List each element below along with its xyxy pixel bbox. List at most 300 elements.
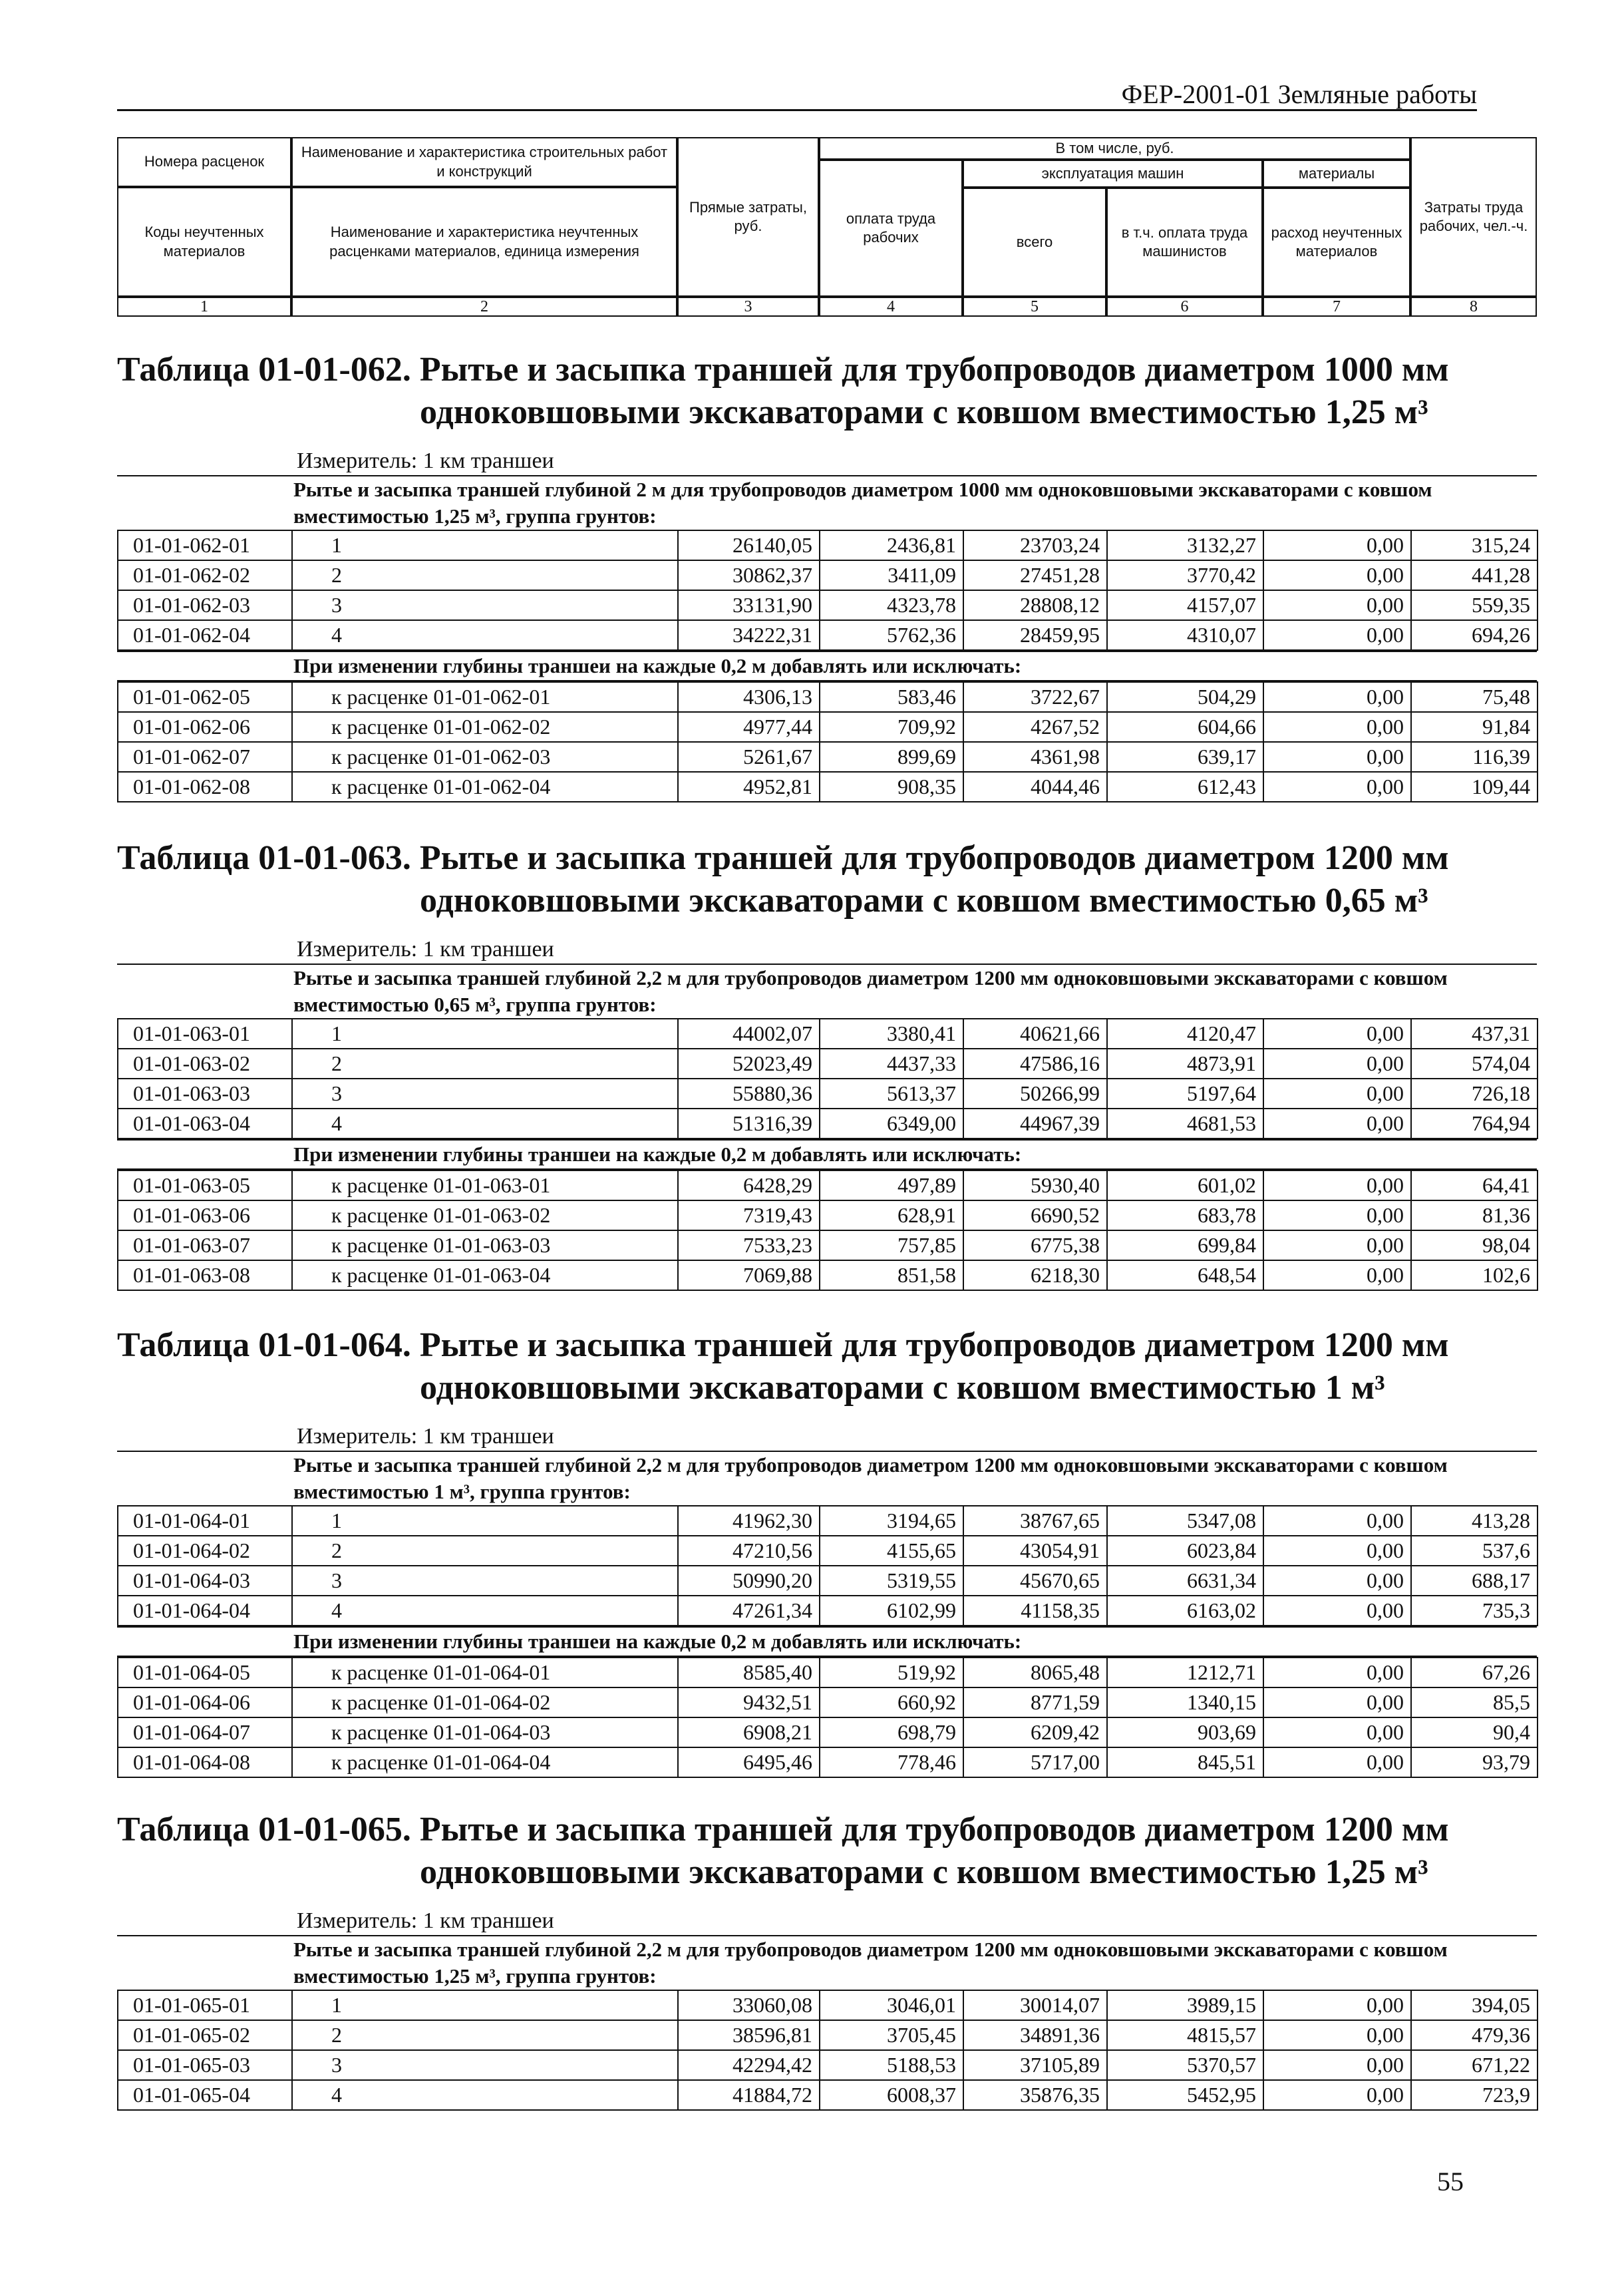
operator-pay-cell: 648,54 <box>1107 1260 1263 1290</box>
table-row <box>118 1687 1538 1717</box>
rate-code-cell: 01-01-063-04 <box>118 1109 292 1139</box>
table-row <box>118 1230 1538 1260</box>
operator-pay-cell: 4873,91 <box>1107 1049 1263 1079</box>
rate-name-cell: 3 <box>292 590 678 620</box>
rate-name-cell: 3 <box>292 2050 678 2080</box>
worker-pay-cell: 851,58 <box>820 1260 963 1290</box>
table-row <box>118 712 1538 742</box>
direct-costs-cell: 50990,20 <box>678 1566 820 1596</box>
rate-code-cell: 01-01-063-02 <box>118 1049 292 1079</box>
machines-total-cell: 47586,16 <box>963 1049 1107 1079</box>
rate-code-cell: 01-01-063-08 <box>118 1260 292 1290</box>
rate-name-cell: 1 <box>292 1019 678 1049</box>
rate-name-cell: к расценке 01-01-064-04 <box>292 1747 678 1777</box>
rate-code-cell: 01-01-063-03 <box>118 1079 292 1109</box>
rates-table-depth <box>117 1170 1538 1291</box>
labor-hours-cell: 537,6 <box>1411 1536 1538 1566</box>
direct-costs-cell: 41884,72 <box>678 2080 820 2110</box>
group-title: Рытье и засыпка траншей глубиной 2,2 м для трубопроводов диаметром 1200 мм одноковшовыми экскаваторами с ковшом вместимостью 0,65 м³, группа грунтов: <box>293 966 1448 1016</box>
table-row <box>118 682 1538 712</box>
section-meter: Измеритель: 1 км траншеи <box>117 936 1537 965</box>
header-col-number: 3 <box>677 297 819 317</box>
materials-consumption-cell: 0,00 <box>1263 1536 1411 1566</box>
materials-consumption-cell: 0,00 <box>1263 1747 1411 1777</box>
worker-pay-cell: 4437,33 <box>820 1049 963 1079</box>
rate-code-cell: 01-01-062-05 <box>118 682 292 712</box>
worker-pay-cell: 4323,78 <box>820 590 963 620</box>
worker-pay-cell: 3380,41 <box>820 1019 963 1049</box>
table-row <box>118 560 1538 590</box>
table-section-062 <box>117 349 1537 802</box>
rate-code-cell: 01-01-062-04 <box>118 620 292 650</box>
machines-total-cell: 4044,46 <box>963 772 1107 802</box>
header-machine-use: эксплуатация машин <box>963 160 1263 188</box>
group-title: Рытье и засыпка траншей глубиной 2,2 м для трубопроводов диаметром 1200 мм одноковшовыми экскаваторами с ковшом вместимостью 1,25 м³, группа грунтов: <box>293 1938 1448 1988</box>
direct-costs-cell: 47261,34 <box>678 1596 820 1626</box>
section-title: Таблица 01-01-063. Рытье и засыпка траншей для трубопроводов диаметром 1200 мм одноковшовыми экскаваторами с ковшом вместимостью 0,65 м³ <box>117 839 1449 920</box>
section-meter: Измеритель: 1 км траншеи <box>117 447 1537 476</box>
header-col-number: 6 <box>1106 297 1263 317</box>
running-header: ФЕР-2001-01 Земляные работы <box>1121 79 1477 109</box>
materials-consumption-cell: 0,00 <box>1263 620 1411 650</box>
machines-total-cell: 6690,52 <box>963 1200 1107 1230</box>
depth-change-hint: При изменении глубины траншеи на каждые 0,2 м добавлять или исключать: <box>117 1626 1537 1657</box>
header-col-number: 7 <box>1263 297 1410 317</box>
rate-code-cell: 01-01-062-03 <box>118 590 292 620</box>
direct-costs-cell: 7533,23 <box>678 1230 820 1260</box>
machines-total-cell: 37105,89 <box>963 2050 1107 2080</box>
materials-consumption-cell: 0,00 <box>1263 682 1411 712</box>
group-title: Рытье и засыпка траншей глубиной 2 м для трубопроводов диаметром 1000 мм одноковшовыми экскаваторами с ковшом вместимостью 1,25 м³, группа грунтов: <box>293 478 1432 528</box>
rate-code-cell: 01-01-065-03 <box>118 2050 292 2080</box>
header-col-number: 8 <box>1410 297 1537 317</box>
labor-hours-cell: 441,28 <box>1411 560 1538 590</box>
direct-costs-cell: 42294,42 <box>678 2050 820 2080</box>
machines-total-cell: 8771,59 <box>963 1687 1107 1717</box>
table-row <box>118 1506 1538 1536</box>
labor-hours-cell: 394,05 <box>1411 1990 1538 2020</box>
direct-costs-cell: 7069,88 <box>678 1260 820 1290</box>
header-col-number: 2 <box>291 297 677 317</box>
labor-hours-cell: 574,04 <box>1411 1049 1538 1079</box>
rate-name-cell: к расценке 01-01-062-04 <box>292 772 678 802</box>
machines-total-cell: 23703,24 <box>963 530 1107 560</box>
rates-table-group <box>117 1505 1538 1626</box>
direct-costs-cell: 5261,67 <box>678 742 820 772</box>
materials-consumption-cell: 0,00 <box>1263 1260 1411 1290</box>
rate-code-cell: 01-01-063-05 <box>118 1170 292 1200</box>
machines-total-cell: 44967,39 <box>963 1109 1107 1139</box>
rate-name-cell: к расценке 01-01-064-02 <box>292 1687 678 1717</box>
machines-total-cell: 8065,48 <box>963 1658 1107 1687</box>
operator-pay-cell: 4681,53 <box>1107 1109 1263 1139</box>
rate-code-cell: 01-01-062-01 <box>118 530 292 560</box>
direct-costs-cell: 41962,30 <box>678 1506 820 1536</box>
machines-total-cell: 5930,40 <box>963 1170 1107 1200</box>
rate-code-cell: 01-01-065-04 <box>118 2080 292 2110</box>
rate-code-cell: 01-01-064-03 <box>118 1566 292 1596</box>
table-row <box>118 2050 1538 2080</box>
machines-total-cell: 4267,52 <box>963 712 1107 742</box>
depth-change-hint: При изменении глубины траншеи на каждые 0,2 м добавлять или исключать: <box>117 651 1537 681</box>
column-header <box>117 137 1537 317</box>
operator-pay-cell: 4815,57 <box>1107 2020 1263 2050</box>
header-unaccounted-codes: Коды неучтенных материалов <box>117 187 291 297</box>
labor-hours-cell: 735,3 <box>1411 1596 1538 1626</box>
table-section-063 <box>117 837 1537 1291</box>
materials-consumption-cell: 0,00 <box>1263 1596 1411 1626</box>
table-row <box>118 2020 1538 2050</box>
rates-table-group <box>117 1990 1538 2111</box>
rates-table-group <box>117 1018 1538 1139</box>
table-row <box>118 1596 1538 1626</box>
labor-hours-cell: 413,28 <box>1411 1506 1538 1536</box>
header-including: В том числе, руб. <box>819 137 1410 160</box>
machines-total-cell: 41158,35 <box>963 1596 1107 1626</box>
worker-pay-cell: 6008,37 <box>820 2080 963 2110</box>
table-row <box>118 1747 1538 1777</box>
worker-pay-cell: 5188,53 <box>820 2050 963 2080</box>
table-row <box>118 1049 1538 1079</box>
header-col-number: 5 <box>963 297 1106 317</box>
labor-hours-cell: 726,18 <box>1411 1079 1538 1109</box>
materials-consumption-cell: 0,00 <box>1263 712 1411 742</box>
rate-code-cell: 01-01-062-07 <box>118 742 292 772</box>
rate-name-cell: к расценке 01-01-063-03 <box>292 1230 678 1260</box>
direct-costs-cell: 6495,46 <box>678 1747 820 1777</box>
header-unaccounted-name: Наименование и характеристика неучтенных расценками материалов, единица измерения <box>291 187 677 297</box>
labor-hours-cell: 109,44 <box>1411 772 1538 802</box>
materials-consumption-cell: 0,00 <box>1263 742 1411 772</box>
table-row <box>118 772 1538 802</box>
table-section-064 <box>117 1324 1537 1778</box>
materials-consumption-cell: 0,00 <box>1263 590 1411 620</box>
operator-pay-cell: 4157,07 <box>1107 590 1263 620</box>
materials-consumption-cell: 0,00 <box>1263 1049 1411 1079</box>
worker-pay-cell: 5762,36 <box>820 620 963 650</box>
direct-costs-cell: 55880,36 <box>678 1079 820 1109</box>
rate-code-cell: 01-01-064-02 <box>118 1536 292 1566</box>
labor-hours-cell: 559,35 <box>1411 590 1538 620</box>
operator-pay-cell: 4310,07 <box>1107 620 1263 650</box>
rate-name-cell: 3 <box>292 1079 678 1109</box>
materials-consumption-cell: 0,00 <box>1263 1687 1411 1717</box>
worker-pay-cell: 6349,00 <box>820 1109 963 1139</box>
rate-name-cell: 4 <box>292 620 678 650</box>
worker-pay-cell: 628,91 <box>820 1200 963 1230</box>
machines-total-cell: 5717,00 <box>963 1747 1107 1777</box>
table-row <box>118 1717 1538 1747</box>
machines-total-cell: 50266,99 <box>963 1079 1107 1109</box>
rate-name-cell: к расценке 01-01-063-01 <box>292 1170 678 1200</box>
table-row <box>118 2080 1538 2110</box>
operator-pay-cell: 504,29 <box>1107 682 1263 712</box>
operator-pay-cell: 5197,64 <box>1107 1079 1263 1109</box>
operator-pay-cell: 845,51 <box>1107 1747 1263 1777</box>
section-title: Таблица 01-01-062. Рытье и засыпка траншей для трубопроводов диаметром 1000 мм одноковшовыми экскаваторами с ковшом вместимостью 1,25 м³ <box>117 351 1449 431</box>
group-title: Рытье и засыпка траншей глубиной 2,2 м для трубопроводов диаметром 1200 мм одноковшовыми экскаваторами с ковшом вместимостью 1 м³, группа грунтов: <box>293 1453 1448 1503</box>
rate-name-cell: к расценке 01-01-062-03 <box>292 742 678 772</box>
materials-consumption-cell: 0,00 <box>1263 2080 1411 2110</box>
rate-name-cell: 4 <box>292 1596 678 1626</box>
labor-hours-cell: 437,31 <box>1411 1019 1538 1049</box>
worker-pay-cell: 3046,01 <box>820 1990 963 2020</box>
materials-consumption-cell: 0,00 <box>1263 1658 1411 1687</box>
operator-pay-cell: 639,17 <box>1107 742 1263 772</box>
table-row <box>118 620 1538 650</box>
header-labor: Затраты труда рабочих, чел.-ч. <box>1410 137 1537 297</box>
labor-hours-cell: 90,4 <box>1411 1717 1538 1747</box>
header-col-number: 1 <box>117 297 291 317</box>
labor-hours-cell: 64,41 <box>1411 1170 1538 1200</box>
direct-costs-cell: 51316,39 <box>678 1109 820 1139</box>
rate-name-cell: к расценке 01-01-063-02 <box>292 1200 678 1230</box>
worker-pay-cell: 3705,45 <box>820 2020 963 2050</box>
worker-pay-cell: 3194,65 <box>820 1506 963 1536</box>
materials-consumption-cell: 0,00 <box>1263 1170 1411 1200</box>
worker-pay-cell: 778,46 <box>820 1747 963 1777</box>
header-materials: материалы <box>1263 160 1410 188</box>
materials-consumption-cell: 0,00 <box>1263 772 1411 802</box>
operator-pay-cell: 5452,95 <box>1107 2080 1263 2110</box>
labor-hours-cell: 85,5 <box>1411 1687 1538 1717</box>
materials-consumption-cell: 0,00 <box>1263 1506 1411 1536</box>
labor-hours-cell: 688,17 <box>1411 1566 1538 1596</box>
direct-costs-cell: 6908,21 <box>678 1717 820 1747</box>
operator-pay-cell: 6163,02 <box>1107 1596 1263 1626</box>
labor-hours-cell: 102,6 <box>1411 1260 1538 1290</box>
labor-hours-cell: 81,36 <box>1411 1200 1538 1230</box>
rate-code-cell: 01-01-062-06 <box>118 712 292 742</box>
direct-costs-cell: 6428,29 <box>678 1170 820 1200</box>
operator-pay-cell: 683,78 <box>1107 1200 1263 1230</box>
worker-pay-cell: 709,92 <box>820 712 963 742</box>
table-row <box>118 1200 1538 1230</box>
direct-costs-cell: 4952,81 <box>678 772 820 802</box>
labor-hours-cell: 91,84 <box>1411 712 1538 742</box>
machines-total-cell: 35876,35 <box>963 2080 1107 2110</box>
header-direct-costs: Прямые затраты, руб. <box>677 137 819 297</box>
worker-pay-cell: 6102,99 <box>820 1596 963 1626</box>
direct-costs-cell: 44002,07 <box>678 1019 820 1049</box>
header-work-name: Наименование и характеристика строительных работ и конструкций <box>291 137 677 187</box>
rate-name-cell: 1 <box>292 1506 678 1536</box>
labor-hours-cell: 315,24 <box>1411 530 1538 560</box>
labor-hours-cell: 75,48 <box>1411 682 1538 712</box>
rate-name-cell: 4 <box>292 1109 678 1139</box>
materials-consumption-cell: 0,00 <box>1263 1990 1411 2020</box>
rate-name-cell: к расценке 01-01-062-02 <box>292 712 678 742</box>
header-rates-numbers: Номера расценок <box>117 137 291 187</box>
machines-total-cell: 27451,28 <box>963 560 1107 590</box>
header-machines-total: всего <box>963 188 1106 297</box>
direct-costs-cell: 38596,81 <box>678 2020 820 2050</box>
materials-consumption-cell: 0,00 <box>1263 1200 1411 1230</box>
direct-costs-cell: 33060,08 <box>678 1990 820 2020</box>
section-meter: Измеритель: 1 км траншеи <box>117 1423 1537 1452</box>
materials-consumption-cell: 0,00 <box>1263 2020 1411 2050</box>
section-title: Таблица 01-01-064. Рытье и засыпка траншей для трубопроводов диаметром 1200 мм одноковшовыми экскаваторами с ковшом вместимостью 1 м³ <box>117 1326 1449 1407</box>
page-number: 55 <box>1437 2167 1464 2197</box>
operator-pay-cell: 6631,34 <box>1107 1566 1263 1596</box>
materials-consumption-cell: 0,00 <box>1263 2050 1411 2080</box>
rates-table-depth <box>117 1657 1538 1778</box>
rate-name-cell: 1 <box>292 530 678 560</box>
operator-pay-cell: 5370,57 <box>1107 2050 1263 2080</box>
rate-name-cell: 1 <box>292 1990 678 2020</box>
direct-costs-cell: 33131,90 <box>678 590 820 620</box>
labor-hours-cell: 98,04 <box>1411 1230 1538 1260</box>
machines-total-cell: 6775,38 <box>963 1230 1107 1260</box>
operator-pay-cell: 1212,71 <box>1107 1658 1263 1687</box>
direct-costs-cell: 34222,31 <box>678 620 820 650</box>
materials-consumption-cell: 0,00 <box>1263 1717 1411 1747</box>
section-meter: Измеритель: 1 км траншеи <box>117 1907 1537 1936</box>
materials-consumption-cell: 0,00 <box>1263 1109 1411 1139</box>
rate-name-cell: 3 <box>292 1566 678 1596</box>
rate-name-cell: 2 <box>292 2020 678 2050</box>
rate-code-cell: 01-01-064-07 <box>118 1717 292 1747</box>
direct-costs-cell: 30862,37 <box>678 560 820 590</box>
worker-pay-cell: 3411,09 <box>820 560 963 590</box>
table-row <box>118 1566 1538 1596</box>
direct-costs-cell: 4306,13 <box>678 682 820 712</box>
table-row <box>118 1260 1538 1290</box>
machines-total-cell: 3722,67 <box>963 682 1107 712</box>
materials-consumption-cell: 0,00 <box>1263 530 1411 560</box>
rates-table-group <box>117 530 1538 651</box>
header-operator-pay: в т.ч. оплата труда машинистов <box>1106 188 1263 297</box>
rate-code-cell: 01-01-064-06 <box>118 1687 292 1717</box>
operator-pay-cell: 601,02 <box>1107 1170 1263 1200</box>
rate-name-cell: к расценке 01-01-063-04 <box>292 1260 678 1290</box>
worker-pay-cell: 908,35 <box>820 772 963 802</box>
rate-code-cell: 01-01-065-01 <box>118 1990 292 2020</box>
operator-pay-cell: 4120,47 <box>1107 1019 1263 1049</box>
worker-pay-cell: 583,46 <box>820 682 963 712</box>
machines-total-cell: 30014,07 <box>963 1990 1107 2020</box>
header-rule <box>117 109 1477 111</box>
rate-code-cell: 01-01-063-06 <box>118 1200 292 1230</box>
worker-pay-cell: 698,79 <box>820 1717 963 1747</box>
table-row <box>118 530 1538 560</box>
direct-costs-cell: 52023,49 <box>678 1049 820 1079</box>
materials-consumption-cell: 0,00 <box>1263 1019 1411 1049</box>
machines-total-cell: 28808,12 <box>963 590 1107 620</box>
operator-pay-cell: 903,69 <box>1107 1717 1263 1747</box>
rate-name-cell: 2 <box>292 1049 678 1079</box>
direct-costs-cell: 26140,05 <box>678 530 820 560</box>
table-row <box>118 1990 1538 2020</box>
rate-code-cell: 01-01-063-01 <box>118 1019 292 1049</box>
worker-pay-cell: 757,85 <box>820 1230 963 1260</box>
rate-code-cell: 01-01-062-08 <box>118 772 292 802</box>
labor-hours-cell: 694,26 <box>1411 620 1538 650</box>
operator-pay-cell: 6023,84 <box>1107 1536 1263 1566</box>
materials-consumption-cell: 0,00 <box>1263 1566 1411 1596</box>
rate-code-cell: 01-01-064-08 <box>118 1747 292 1777</box>
rate-code-cell: 01-01-063-07 <box>118 1230 292 1260</box>
worker-pay-cell: 4155,65 <box>820 1536 963 1566</box>
table-section-065 <box>117 1809 1537 2111</box>
labor-hours-cell: 479,36 <box>1411 2020 1538 2050</box>
machines-total-cell: 45670,65 <box>963 1566 1107 1596</box>
worker-pay-cell: 2436,81 <box>820 530 963 560</box>
header-col-number: 4 <box>819 297 963 317</box>
worker-pay-cell: 497,89 <box>820 1170 963 1200</box>
operator-pay-cell: 604,66 <box>1107 712 1263 742</box>
rate-code-cell: 01-01-062-02 <box>118 560 292 590</box>
rates-table-depth <box>117 681 1538 802</box>
depth-change-hint: При изменении глубины траншеи на каждые 0,2 м добавлять или исключать: <box>117 1139 1537 1170</box>
operator-pay-cell: 699,84 <box>1107 1230 1263 1260</box>
direct-costs-cell: 9432,51 <box>678 1687 820 1717</box>
table-row <box>118 1019 1538 1049</box>
table-row <box>118 1079 1538 1109</box>
operator-pay-cell: 1340,15 <box>1107 1687 1263 1717</box>
rate-name-cell: 2 <box>292 560 678 590</box>
machines-total-cell: 6218,30 <box>963 1260 1107 1290</box>
labor-hours-cell: 93,79 <box>1411 1747 1538 1777</box>
machines-total-cell: 43054,91 <box>963 1536 1107 1566</box>
direct-costs-cell: 8585,40 <box>678 1658 820 1687</box>
worker-pay-cell: 5613,37 <box>820 1079 963 1109</box>
direct-costs-cell: 4977,44 <box>678 712 820 742</box>
rate-name-cell: к расценке 01-01-064-01 <box>292 1658 678 1687</box>
machines-total-cell: 4361,98 <box>963 742 1107 772</box>
rate-name-cell: к расценке 01-01-062-01 <box>292 682 678 712</box>
table-row <box>118 742 1538 772</box>
operator-pay-cell: 3770,42 <box>1107 560 1263 590</box>
header-worker-pay: оплата труда рабочих <box>819 160 963 297</box>
machines-total-cell: 28459,95 <box>963 620 1107 650</box>
machines-total-cell: 38767,65 <box>963 1506 1107 1536</box>
table-row <box>118 1109 1538 1139</box>
operator-pay-cell: 5347,08 <box>1107 1506 1263 1536</box>
worker-pay-cell: 519,92 <box>820 1658 963 1687</box>
table-row <box>118 1536 1538 1566</box>
rate-name-cell: 4 <box>292 2080 678 2110</box>
operator-pay-cell: 612,43 <box>1107 772 1263 802</box>
labor-hours-cell: 723,9 <box>1411 2080 1538 2110</box>
rate-code-cell: 01-01-065-02 <box>118 2020 292 2050</box>
section-title: Таблица 01-01-065. Рытье и засыпка траншей для трубопроводов диаметром 1200 мм одноковшовыми экскаваторами с ковшом вместимостью 1,25 м³ <box>117 1811 1449 1891</box>
operator-pay-cell: 3132,27 <box>1107 530 1263 560</box>
worker-pay-cell: 5319,55 <box>820 1566 963 1596</box>
machines-total-cell: 40621,66 <box>963 1019 1107 1049</box>
machines-total-cell: 6209,42 <box>963 1717 1107 1747</box>
machines-total-cell: 34891,36 <box>963 2020 1107 2050</box>
materials-consumption-cell: 0,00 <box>1263 1079 1411 1109</box>
table-row <box>118 1658 1538 1687</box>
labor-hours-cell: 67,26 <box>1411 1658 1538 1687</box>
materials-consumption-cell: 0,00 <box>1263 560 1411 590</box>
worker-pay-cell: 660,92 <box>820 1687 963 1717</box>
direct-costs-cell: 47210,56 <box>678 1536 820 1566</box>
header-unaccounted-consumption: расход неучтенных материалов <box>1263 188 1410 297</box>
table-row <box>118 590 1538 620</box>
rate-name-cell: 2 <box>292 1536 678 1566</box>
rate-name-cell: к расценке 01-01-064-03 <box>292 1717 678 1747</box>
labor-hours-cell: 671,22 <box>1411 2050 1538 2080</box>
labor-hours-cell: 116,39 <box>1411 742 1538 772</box>
direct-costs-cell: 7319,43 <box>678 1200 820 1230</box>
labor-hours-cell: 764,94 <box>1411 1109 1538 1139</box>
rate-code-cell: 01-01-064-04 <box>118 1596 292 1626</box>
materials-consumption-cell: 0,00 <box>1263 1230 1411 1260</box>
rate-code-cell: 01-01-064-05 <box>118 1658 292 1687</box>
worker-pay-cell: 899,69 <box>820 742 963 772</box>
